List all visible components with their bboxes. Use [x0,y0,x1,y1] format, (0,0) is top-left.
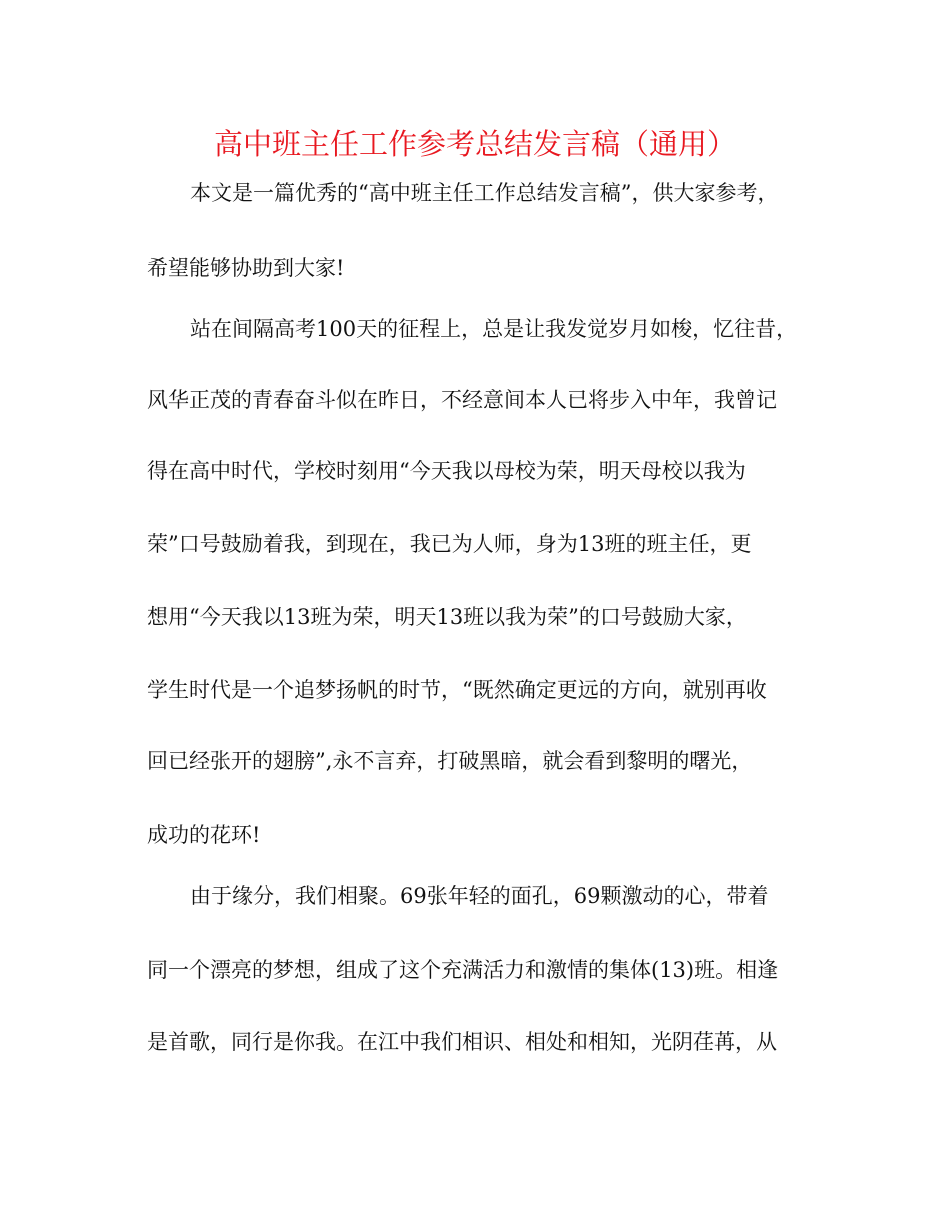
text-line: 风华正茂的青春奋斗似在昨日，不经意间本人已将步入中年，我曾记 [147,388,777,412]
text-line: 回已经张开的翅膀”,永不言弃，打破黑暗，就会看到黎明的曙光， [147,749,753,773]
text-line: 学生时代是一个追梦扬帆的时节，“既然确定更远的方向，就别再收 [147,678,767,702]
text-line: 荣”口号鼓励着我，到现在，我已为人师，身为13班的班主任，更 [147,532,752,556]
text-line: 由于缘分，我们相聚。69张年轻的面孔，69颗激动的心，带着 [190,884,769,908]
document-title: 高中班主任工作参考总结发言稿（通用） [213,127,736,161]
text-line: 同一个漂亮的梦想，组成了这个充满活力和激情的集体(13)班。相逢 [147,958,779,982]
text-line: 成功的花环! [147,823,261,847]
text-line: 站在间隔高考100天的征程上，总是让我发觉岁月如梭，忆往昔， [190,317,798,341]
text-line: 本文是一篇优秀的“高中班主任工作总结发言稿”，供大家参考， [190,181,779,205]
text-line: 是首歌，同行是你我。在江中我们相识、相处和相知，光阴荏苒，从 [147,1030,777,1054]
text-line: 想用“今天我以13班为荣，明天13班以我为荣”的口号鼓励大家， [147,605,747,629]
text-line: 得在高中时代，学校时刻用“今天我以母校为荣，明天母校以我为 [147,459,746,483]
text-line: 希望能够协助到大家! [147,256,345,280]
